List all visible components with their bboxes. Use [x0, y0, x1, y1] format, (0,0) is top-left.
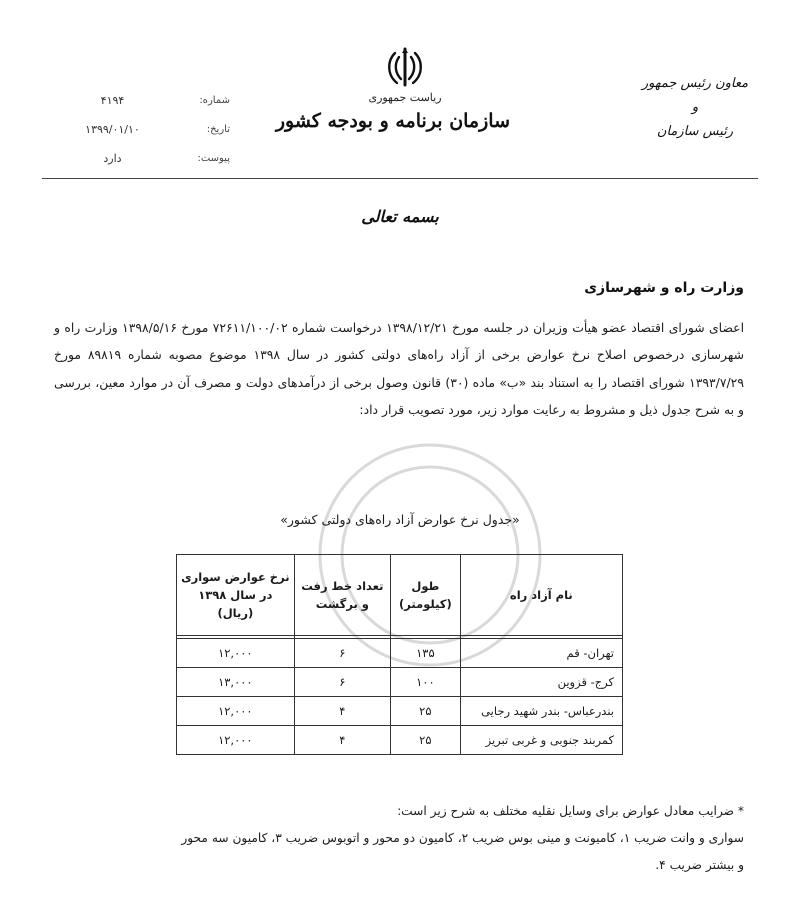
letter-number-row [50, 86, 230, 115]
cell-lanes: ۶ [294, 639, 390, 668]
letterhead-center [275, 45, 510, 132]
letter-date-row [50, 115, 230, 144]
table-header-row [177, 555, 623, 636]
letter-attachment-row [50, 144, 230, 173]
basmala: بسمه تعالی [361, 207, 439, 226]
cell-length: ۲۵ [391, 697, 461, 726]
cell-fee: ۱۲,۰۰۰ [177, 726, 295, 755]
signatory-title [630, 72, 760, 144]
cell-fee: ۱۲,۰۰۰ [177, 639, 295, 668]
cell-name: بندرعباس- بندر شهید رجایی [460, 697, 622, 726]
iran-emblem-icon [383, 45, 427, 89]
cell-name: کمربند جنوبی و غربی تبریز [460, 726, 622, 755]
decision-paragraph: اعضای شورای اقتصاد عضو هیأت وزیران در جلسه مورخ ۱۳۹۸/۱۲/۲۱ درخواست شماره ۷۲۶۱۱/۱۰۰/۰۲ مورخ ۱۳۹۸/۵/۱۶ وزارت راه و شهرسازی درخصوص اصلاح نرخ عوارض برخی از آزاد راه‌های دولتی کشور در سال ۱۳۹۸ موضوع مصوبه شماره ۸۹۸۱۹ مورخ ۱۳۹۳/۷/۲۹ شورای اقتصاد را به استناد بند «ب» ماده (۳۰) قانون وصول برخی از درآمدهای دولت و مصرف آن در موارد معین، بررسی و به شرح جدول ذیل و مشروط به رعایت موارد زیر، مورد تصویب قرار داد: [54, 320, 745, 418]
signatory-line-3: رئیس سازمان [656, 124, 734, 139]
header-divider [42, 178, 758, 179]
addressee: وزارت راه و شهرسازی [584, 280, 744, 296]
table-row [177, 697, 623, 726]
cell-length: ۱۰۰ [391, 668, 461, 697]
letter-number-value: ۴۱۹۴ [100, 94, 125, 107]
letter-attachment-value: دارد [103, 152, 122, 165]
letter-date-label: تاریخ: [206, 124, 230, 135]
table-row [177, 726, 623, 755]
letter-metadata [50, 86, 230, 173]
table-title: «جدول نرخ عوارض آزاد راه‌های دولتی کشور» [280, 512, 520, 527]
letter-number-label: شماره: [199, 95, 230, 106]
letter-date-value: ۱۳۹۹/۰۱/۱۰ [85, 123, 140, 136]
col-header-name: نام آزاد راه [460, 555, 622, 636]
table-row [177, 639, 623, 668]
cell-length: ۱۳۵ [391, 639, 461, 668]
presidency-label: ریاست جمهوری [368, 91, 442, 104]
letter-attachment-label: پیوست: [197, 153, 230, 164]
cell-fee: ۱۳,۰۰۰ [177, 668, 295, 697]
table-row [177, 668, 623, 697]
footnote-line-1: * ضرایب معادل عوارض برای وسایل نقلیه مختلف به شرح زیر است: [397, 804, 744, 818]
freeway-toll-table [176, 554, 623, 755]
coefficient-footnote [44, 798, 744, 879]
signatory-line-1: معاون رئیس جمهور [641, 76, 749, 91]
col-header-length: طول (کیلومتر) [391, 555, 461, 636]
footnote-line-2: سواری و وانت ضریب ۱، کامیونت و مینی بوس ضریب ۲، کامیون دو محور و اتوبوس ضریب ۳، کامیون سه محور [181, 831, 744, 845]
cell-lanes: ۴ [294, 726, 390, 755]
cell-length: ۲۵ [391, 726, 461, 755]
cell-name: تهران- قم [460, 639, 622, 668]
cell-name: کرج- قزوین [460, 668, 622, 697]
cell-fee: ۱۲,۰۰۰ [177, 697, 295, 726]
footnote-line-3: و بیشتر ضریب ۴. [655, 858, 744, 872]
organization-title: سازمان برنامه و بودجه کشور [275, 110, 510, 132]
col-header-fee: نرخ عوارض سواری در سال ۱۳۹۸ (ریال) [177, 555, 295, 636]
col-header-lanes: تعداد خط رفت و برگشت [294, 555, 390, 636]
cell-lanes: ۴ [294, 697, 390, 726]
signatory-line-2: و [691, 100, 699, 115]
cell-lanes: ۶ [294, 668, 390, 697]
